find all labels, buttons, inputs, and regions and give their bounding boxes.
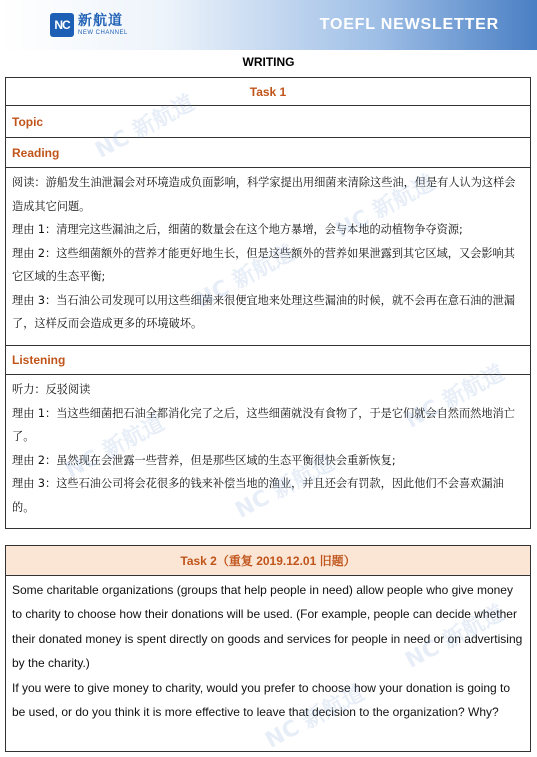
task2-paragraph: Some charitable organizations (groups that help people in need) allow people who give money to charity to choose how their donations will be used. (For example, people can decide whether their donated money is spent directly on goods and services for people in need or on advertising by the charity.) — [12, 583, 523, 671]
watermark-logo: NC 新航道 — [401, 600, 509, 674]
newsletter-header — [0, 0, 537, 50]
topic-label: Topic — [6, 106, 530, 138]
logo-chinese-name: 新航道 — [78, 13, 123, 29]
task2-paragraph: If you were to give money to charity, would you prefer to choose how your donation is going to be used, or do you think it is more effective to leave that decision to the organization? Why? — [12, 680, 511, 720]
watermark-logo: NC 新航道 — [401, 360, 509, 434]
task2-title: Task 2（重复 2019.12.01 旧题） — [6, 546, 530, 576]
task1-box — [5, 77, 531, 529]
task2-prompt — [6, 576, 530, 751]
reading-label: Reading — [6, 138, 530, 168]
reading-line: 理由 1：清理完这些漏油之后，细菌的数量会在这个地方暴增，会与本地的动植物争夺资源; — [12, 223, 463, 236]
reading-line: 理由 2：这些细菌额外的营养才能更好地生长，但是这些额外的营养如果泄露到其它区域，又会影响其它区域的生态平衡; — [12, 246, 515, 283]
listening-line: 理由 1：当这些细菌把石油全都消化完了之后，这些细菌就没有食物了，于是它们就会自然而然地消亡了。 — [12, 406, 515, 443]
task2-box — [5, 545, 531, 752]
listening-content — [6, 375, 530, 528]
task1-title: Task 1 — [6, 78, 530, 106]
logo-text — [78, 14, 128, 36]
logo-mark-icon: NC — [50, 13, 74, 37]
watermark-logo: NC 新航道 — [261, 680, 369, 754]
watermark-logo: NC 新航道 — [331, 170, 439, 244]
watermark-logo: NC 新航道 — [91, 90, 199, 164]
reading-content — [6, 168, 530, 346]
watermark-logo: NC 新航道 — [231, 450, 339, 524]
newsletter-title: TOEFL NEWSLETTER — [319, 16, 499, 33]
listening-line: 理由 3：这些石油公司将会花很多的钱来补偿当地的渔业，并且还会有罚款，因此他们不会喜欢漏油的。 — [12, 477, 504, 514]
listening-label: Listening — [6, 346, 530, 375]
reading-line: 理由 3：当石油公司发现可以用这些细菌来很便宜地来处理这些漏油的时候，就不会再在意石油的泄漏了，这样反而会造成更多的环境破坏。 — [12, 293, 515, 330]
brand-logo — [50, 11, 128, 39]
logo-english-name: NEW CHANNEL — [78, 30, 128, 36]
watermark-logo: NC 新航道 — [61, 410, 169, 484]
listening-line: 听力：反驳阅读 — [12, 383, 91, 396]
section-title: WRITING — [242, 55, 295, 69]
watermark-logo: NC 新航道 — [191, 240, 299, 314]
listening-line: 理由 2：虽然现在会泄露一些营养，但是那些区域的生态平衡很快会重新恢复; — [12, 453, 396, 467]
reading-line: 阅读：游船发生油泄漏会对环境造成负面影响，科学家提出用细菌来清除这些油，但是有人认为这样会造成其它问题。 — [12, 176, 516, 213]
